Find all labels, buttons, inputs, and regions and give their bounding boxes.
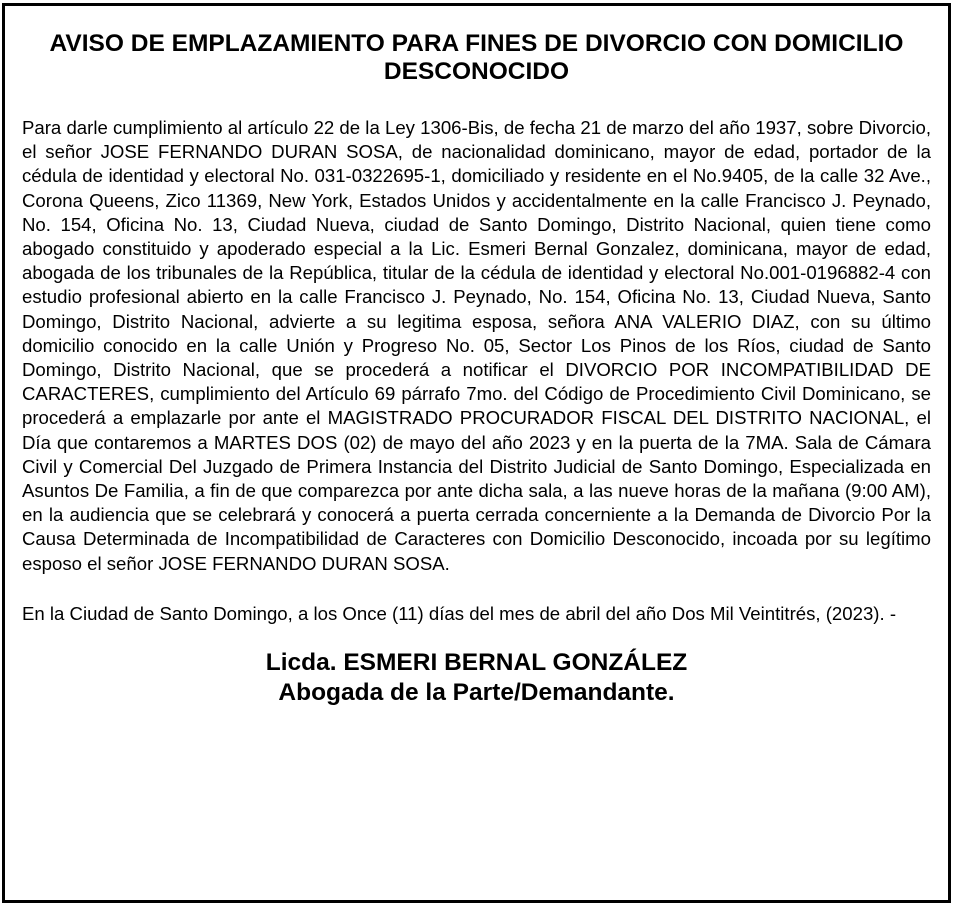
signature-name: Licda. ESMERI BERNAL GONZÁLEZ	[265, 649, 688, 677]
notice-closing: En la Ciudad de Santo Domingo, a los Once (11) días del mes de abril del año Dos Mil Veintitrés, (2023). -	[22, 602, 897, 624]
notice-title: AVISO DE EMPLAZAMIENTO PARA FINES DE DIVORCIO CON DOMICILIO DESCONOCIDO	[49, 30, 904, 85]
signature-block	[22, 648, 931, 708]
signature-role: Abogada de la Parte/Demandante.	[278, 679, 675, 707]
notice-body: Para darle cumplimiento al artículo 22 de la Ley 1306-Bis, de fecha 21 de marzo del año 1937, sobre Divorcio, el señor JOSE FERNANDO DURAN SOSA, de nacionalidad dominicano, mayor de edad, portador de la cédula de identidad y electoral No. 031-0322695-1, domiciliado y residente en el No.9405, de la calle 32 Ave., Corona Queens, Zico 11369, New York, Estados Unidos y accidentalmente en la calle Francisco J. Peynado, No. 154, Oficina No. 13, Ciudad Nueva, ciudad de Santo Domingo, Distrito Nacional, quien tiene como abogado constituido y apoderado especial a la Lic. Esmeri Bernal Gonzalez, dominicana, mayor de edad, abogada de los tribunales de la República, titular de la cédula de identidad y electoral No.001-0196882-4 con estudio profesional abierto en la calle Francisco J. Peynado, No. 154, Oficina No. 13, Ciudad Nueva, Santo Domingo, Distrito Nacional, advierte a su legitima esposa, señora ANA VALERIO DIAZ, con su último domicilio conocido en la calle Unión y Progreso No. 05, Sector Los Pinos de los Ríos, ciudad de Santo Domingo, Distrito Nacional, que se procederá a notificar el DIVORCIO POR INCOMPATIBILIDAD DE CARACTERES, cumplimiento del Artículo 69 párrafo 7mo. del Código de Procedimiento Civil Dominicano, se procederá a emplazarle por ante el MAGISTRADO PROCURADOR FISCAL DEL DISTRITO NACIONAL, el Día que contaremos a MARTES DOS (02) de mayo del año 2023 y en la puerta de la 7MA. Sala de Cámara Civil y Comercial Del Juzgado de Primera Instancia del Distrito Judicial de Santo Domingo, Especializada en Asuntos De Familia, a fin de que comparezca por ante dicha sala, a las nueve horas de la mañana (9:00 AM), en la audiencia que se celebrará y conocerá a puerta cerrada concerniente a la Demanda de Divorcio Por la Causa Determinada de Incompatibilidad de Caracteres con Domicilio Desconocido, incoada por su legítimo esposo el señor JOSE FERNANDO DURAN SOSA.	[22, 117, 931, 574]
legal-notice	[2, 3, 951, 903]
